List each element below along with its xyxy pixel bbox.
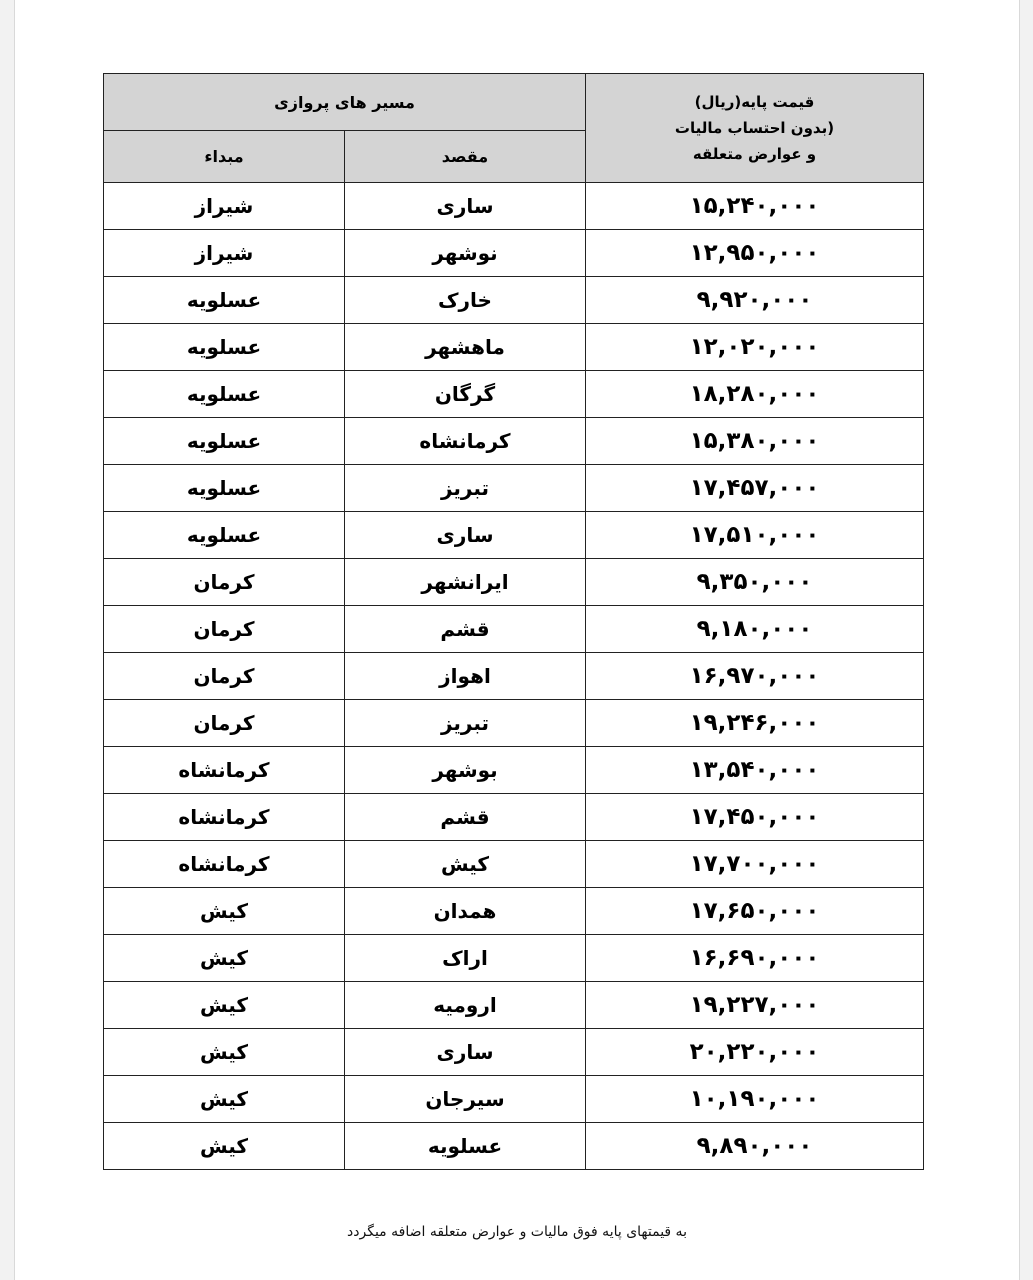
price-cell: ۱۲,۹۵۰,۰۰۰ [586,230,924,277]
destination-cell: ایرانشهر [345,559,586,606]
origin-header: مبداء [104,131,345,183]
price-cell: ۹,۳۵۰,۰۰۰ [586,559,924,606]
price-cell: ۱۹,۲۲۷,۰۰۰ [586,982,924,1029]
origin-cell: شیراز [104,183,345,230]
destination-cell: تبریز [345,465,586,512]
price-cell: ۱۷,۵۱۰,۰۰۰ [586,512,924,559]
table-row [104,888,924,935]
destination-cell: خارک [345,277,586,324]
footnote: به قیمتهای پایه فوق مالیات و عوارض متعلقه اضافه میگردد [347,1224,687,1240]
table-row [104,418,924,465]
price-cell: ۱۵,۲۴۰,۰۰۰ [586,183,924,230]
base-price-header [586,74,924,183]
document-page [14,0,1020,1280]
price-cell: ۱۷,۴۵۷,۰۰۰ [586,465,924,512]
price-cell: ۲۰,۲۲۰,۰۰۰ [586,1029,924,1076]
origin-cell: شیراز [104,230,345,277]
table-row [104,324,924,371]
price-cell: ۹,۹۲۰,۰۰۰ [586,277,924,324]
price-cell: ۱۷,۷۰۰,۰۰۰ [586,841,924,888]
price-cell: ۱۰,۱۹۰,۰۰۰ [586,1076,924,1123]
base-price-header-line3: و عوارض متعلقه [692,145,817,163]
table-row [104,230,924,277]
destination-cell: قشم [345,794,586,841]
destination-cell: گرگان [345,371,586,418]
destination-cell: ساری [345,1029,586,1076]
destination-cell: قشم [345,606,586,653]
destination-cell: عسلویه [345,1123,586,1170]
destination-cell: سیرجان [345,1076,586,1123]
table-row [104,465,924,512]
table-row [104,1076,924,1123]
table-row [104,371,924,418]
origin-cell: عسلویه [104,371,345,418]
origin-cell: کرمان [104,606,345,653]
origin-cell: عسلویه [104,512,345,559]
origin-cell: عسلویه [104,324,345,371]
table-row [104,794,924,841]
price-cell: ۹,۸۹۰,۰۰۰ [586,1123,924,1170]
destination-cell: ساری [345,183,586,230]
destination-cell: ساری [345,512,586,559]
base-price-header-line1: قیمت پایه(ریال) [694,93,815,111]
destination-cell: اراک [345,935,586,982]
destination-cell: همدان [345,888,586,935]
table-row [104,982,924,1029]
table-row [104,512,924,559]
origin-cell: کرمانشاه [104,794,345,841]
price-cell: ۱۲,۰۲۰,۰۰۰ [586,324,924,371]
table-row [104,700,924,747]
price-cell: ۱۶,۹۷۰,۰۰۰ [586,653,924,700]
price-cell: ۱۶,۶۹۰,۰۰۰ [586,935,924,982]
table-row [104,747,924,794]
origin-cell: عسلویه [104,465,345,512]
destination-cell: نوشهر [345,230,586,277]
destination-cell: بوشهر [345,747,586,794]
destination-cell: کرمانشاه [345,418,586,465]
table-row [104,277,924,324]
origin-cell: کیش [104,935,345,982]
table-row [104,559,924,606]
origin-cell: کرمان [104,559,345,606]
origin-cell: کرمان [104,653,345,700]
destination-cell: اهواز [345,653,586,700]
table-row [104,841,924,888]
origin-cell: عسلویه [104,418,345,465]
origin-cell: کرمانشاه [104,747,345,794]
destination-cell: ماهشهر [345,324,586,371]
table-row [104,653,924,700]
flight-fares-table [103,73,924,1170]
base-price-header-line2: (بدون احتساب مالیات [674,119,835,137]
price-cell: ۱۷,۴۵۰,۰۰۰ [586,794,924,841]
table-row [104,1029,924,1076]
table-row [104,1123,924,1170]
origin-cell: کیش [104,1029,345,1076]
origin-cell: کرمانشاه [104,841,345,888]
destination-cell: ارومیه [345,982,586,1029]
destination-cell: کیش [345,841,586,888]
origin-cell: کیش [104,888,345,935]
origin-cell: کیش [104,982,345,1029]
price-cell: ۱۸,۲۸۰,۰۰۰ [586,371,924,418]
table-row [104,935,924,982]
destination-header: مقصد [345,131,586,183]
price-cell: ۱۹,۲۴۶,۰۰۰ [586,700,924,747]
origin-cell: عسلویه [104,277,345,324]
origin-cell: کیش [104,1076,345,1123]
origin-cell: کرمان [104,700,345,747]
table-row [104,606,924,653]
price-cell: ۱۵,۳۸۰,۰۰۰ [586,418,924,465]
price-cell: ۱۳,۵۴۰,۰۰۰ [586,747,924,794]
routes-header: مسیر های پروازی [104,74,586,131]
destination-cell: تبریز [345,700,586,747]
table-row [104,183,924,230]
price-cell: ۱۷,۶۵۰,۰۰۰ [586,888,924,935]
price-cell: ۹,۱۸۰,۰۰۰ [586,606,924,653]
origin-cell: کیش [104,1123,345,1170]
